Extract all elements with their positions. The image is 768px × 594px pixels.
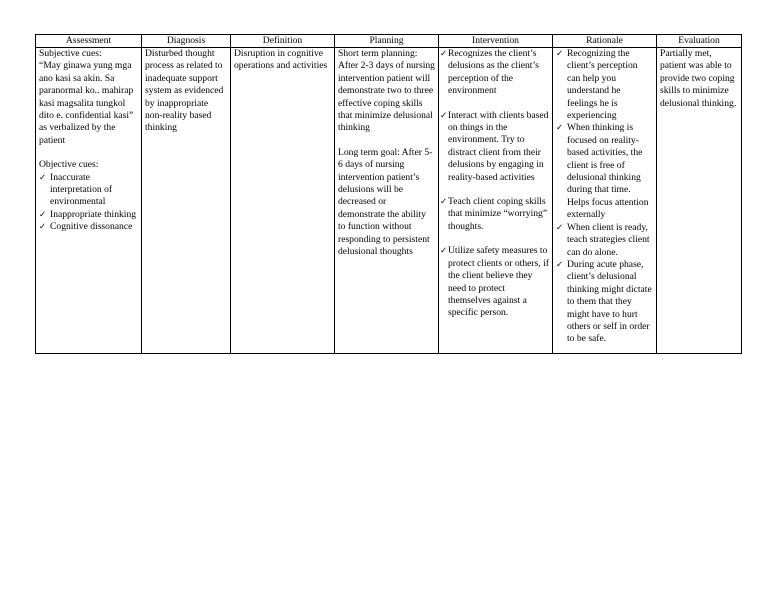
check-icon: ✓ bbox=[39, 209, 47, 220]
list-item: ✓ Utilize safety measures to protect clients or others, if the client believe they need to protect themselves against a specific person. bbox=[440, 245, 549, 319]
header-intervention: Intervention bbox=[439, 35, 553, 48]
check-icon: ✓ bbox=[556, 49, 564, 59]
header-diagnosis: Diagnosis bbox=[142, 35, 231, 48]
diagnosis-text: Disturbed thought process as related to inadequate support system as evidenced by inappropriate non-reality based thinking bbox=[145, 48, 224, 134]
list-item: ✓ Inappropriate thinking bbox=[39, 208, 137, 220]
header-row bbox=[36, 35, 742, 48]
list-item: ✓ Cognitive dissonance bbox=[39, 221, 133, 233]
objective-cues-list bbox=[39, 172, 138, 234]
definition-text: Disruption in cognitive operations and activities bbox=[234, 48, 328, 72]
header-rationale: Rationale bbox=[553, 35, 657, 48]
intervention-list bbox=[440, 48, 549, 320]
rationale-cell bbox=[553, 48, 657, 354]
diagnosis-cell bbox=[142, 48, 231, 354]
subjective-cues-label: Subjective cues: bbox=[39, 48, 102, 59]
check-icon: ✓ bbox=[556, 222, 564, 233]
check-icon: ✓ bbox=[556, 259, 564, 270]
list-item: ✓ During acute phase, client’s delusional thinking might dictate to them that they might have to hurt others or self in order to be safe. bbox=[556, 258, 652, 345]
check-icon: ✓ bbox=[39, 172, 47, 183]
rationale-list bbox=[556, 48, 653, 346]
check-icon: ✓ bbox=[440, 49, 448, 59]
short-term-goal: Short term planning: After 2-3 days of nursing intervention patient will demonstrate two to three effective coping skills that minimize delusional thinking bbox=[338, 48, 435, 134]
check-icon: ✓ bbox=[556, 123, 564, 134]
check-icon: ✓ bbox=[440, 197, 448, 208]
planning-cell bbox=[335, 48, 439, 354]
list-item: ✓ When client is ready, teach strategies client can do alone. bbox=[556, 221, 650, 258]
list-item: ✓ Teach client coping skills that minimize “worrying” thoughts. bbox=[440, 196, 548, 232]
content-row bbox=[36, 48, 742, 354]
header-evaluation: Evaluation bbox=[657, 35, 742, 48]
assessment-cell bbox=[36, 48, 142, 354]
definition-cell bbox=[231, 48, 335, 354]
list-item: ✓ When thinking is focused on reality-based activities, the client is free of delusional thinking during that time. Helps focus attention externally bbox=[556, 122, 649, 221]
nursing-care-plan-table bbox=[35, 34, 742, 354]
list-item: ✓ Inaccurate interpretation of environmental bbox=[39, 171, 113, 208]
long-term-goal: Long term goal: After 5-6 days of nursing intervention patient’s delusions will be decreased or demonstrate the ability to function without responding to persistent delusional thoughts bbox=[338, 146, 433, 258]
evaluation-cell bbox=[657, 48, 742, 354]
check-icon: ✓ bbox=[440, 110, 448, 121]
list-item: ✓ Recognizes the client’s delusions as the client’s perception of the environment bbox=[440, 48, 539, 97]
evaluation-text: Partially met, patient was able to provide two coping skills to minimize delusional thinking. bbox=[660, 48, 737, 109]
header-planning: Planning bbox=[335, 35, 439, 48]
header-assessment: Assessment bbox=[36, 35, 142, 48]
list-item: ✓ Recognizing the client’s perception can help you understand he feelings he is experiencing bbox=[556, 48, 638, 122]
intervention-cell bbox=[439, 48, 553, 354]
header-definition: Definition bbox=[231, 35, 335, 48]
list-item: ✓ Interact with clients based on things in the environment. Try to distract client from their delusions by engaging in reality-based activities bbox=[440, 109, 549, 183]
subjective-cues-quote: “May ginawa yung mga ano kasi sa akin. Sa paranormal ko.. mahirap kasi magsalita tungkol dito e. confidential kasi” as verbalized by the patient bbox=[39, 60, 134, 146]
objective-cues-label: Objective cues: bbox=[39, 159, 99, 171]
check-icon: ✓ bbox=[39, 222, 47, 233]
check-icon: ✓ bbox=[440, 246, 448, 257]
